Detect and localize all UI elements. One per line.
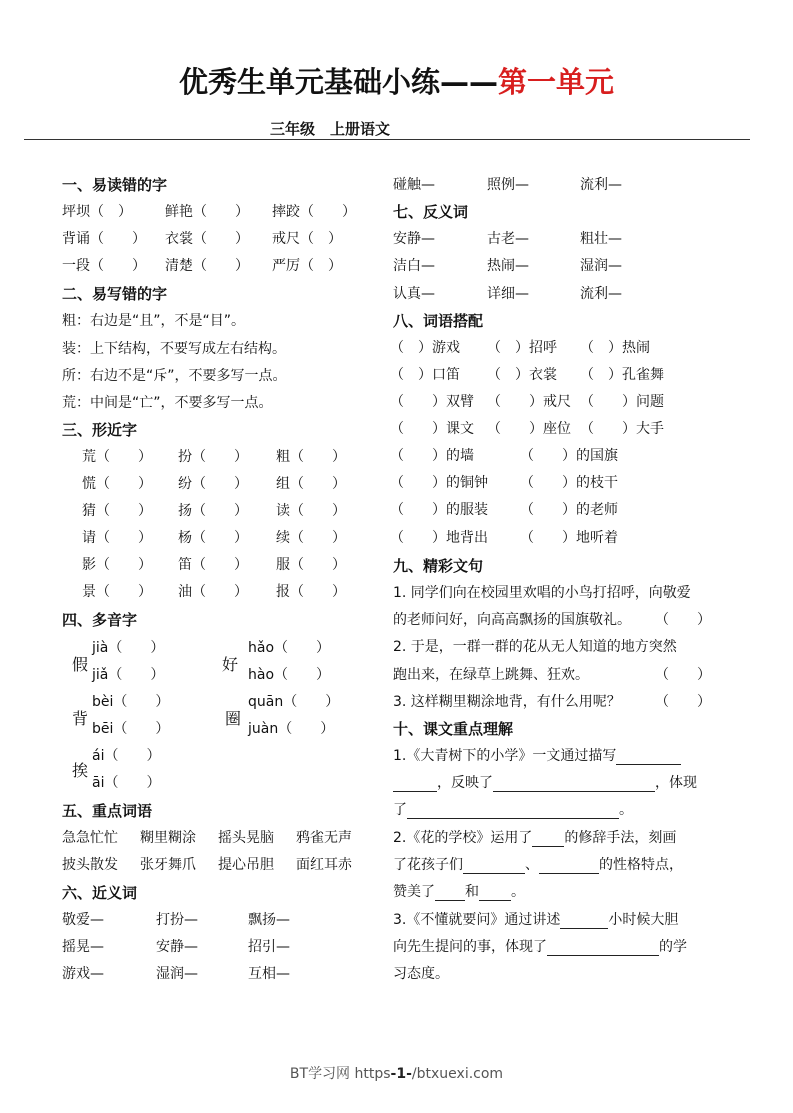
q3-text: 小时候大胆 xyxy=(608,912,679,928)
section-10-heading: 十、课文重点理解 xyxy=(393,720,514,738)
q2-text: 、 xyxy=(525,857,539,873)
s6-item: 打扮— xyxy=(156,912,198,928)
answer-blank[interactable] xyxy=(407,804,619,819)
polyphone-reading: ái（ ） xyxy=(92,748,161,764)
s6-item: 湿润— xyxy=(156,966,198,982)
s9-line: 1. 同学们向在校园里欢唱的小鸟打招呼，向敬爱 xyxy=(393,585,691,601)
s10-q2-line3 xyxy=(393,881,525,901)
s10-q3-line3: 习态度。 xyxy=(393,966,449,982)
polyphone-reading: jià（ ） xyxy=(92,640,165,656)
title-unit: 第一单元 xyxy=(498,65,615,99)
s6-item: 流利— xyxy=(580,177,622,193)
answer-blank[interactable] xyxy=(547,941,659,956)
s3-item: 杨（ ） xyxy=(178,530,248,546)
s8-item: （ ）衣裳 xyxy=(487,367,557,383)
s8-item: （ ）热闹 xyxy=(580,340,650,356)
s3-item: 油（ ） xyxy=(178,584,248,600)
section-7-heading: 七、反义词 xyxy=(393,203,469,221)
s6-item: 敬爱— xyxy=(62,912,104,928)
s7-item: 古老— xyxy=(487,231,529,247)
q1-text: 。 xyxy=(619,802,633,818)
section-6-heading: 六、近义词 xyxy=(62,884,138,902)
q1-text: 了 xyxy=(393,802,407,818)
s2-line: 粗：右边是“且”，不是“目”。 xyxy=(62,313,246,329)
q2-text: 的性格特点， xyxy=(599,857,683,873)
s8-item: （ ）课文 xyxy=(390,421,474,437)
page-subtitle: 三年级 上册语文 xyxy=(270,120,391,138)
s9-paren: （ ） xyxy=(655,694,711,710)
answer-blank[interactable] xyxy=(616,750,681,765)
s3-item: 荒（ ） xyxy=(82,449,152,465)
polyphone-reading: juàn（ ） xyxy=(248,721,335,737)
s7-item: 详细— xyxy=(487,286,529,302)
answer-blank[interactable] xyxy=(393,777,437,792)
s7-item: 安静— xyxy=(393,231,435,247)
s9-line: 的老师问好，向高高飘扬的国旗敬礼。 xyxy=(393,612,631,628)
page-number: -1- xyxy=(390,1066,412,1082)
s7-item: 流利— xyxy=(580,286,622,302)
s7-item: 认真— xyxy=(393,286,435,302)
polyphone-reading: quān（ ） xyxy=(248,694,340,710)
s5-word: 披头散发 xyxy=(62,857,118,873)
footer-domain: /btxuexi.com xyxy=(411,1066,504,1082)
s6-item: 互相— xyxy=(248,966,290,982)
s3-item: 组（ ） xyxy=(276,476,346,492)
s3-item: 影（ ） xyxy=(82,557,152,573)
section-4-heading: 四、多音字 xyxy=(62,611,138,629)
s8-item: （ ）问题 xyxy=(580,394,664,410)
header-rule xyxy=(24,139,750,140)
s3-item: 笛（ ） xyxy=(178,557,248,573)
s3-item: 扬（ ） xyxy=(178,503,248,519)
s3-item: 景（ ） xyxy=(82,584,152,600)
s5-word: 鸦雀无声 xyxy=(296,830,352,846)
q2-text: 2.《花的学校》运用了 xyxy=(393,830,533,846)
s6-item: 摇晃— xyxy=(62,939,104,955)
section-8-heading: 八、词语搭配 xyxy=(393,312,484,330)
answer-blank[interactable] xyxy=(493,777,655,792)
page-footer xyxy=(0,1063,793,1083)
s8-item: （ ）的铜钟 xyxy=(390,475,488,491)
polyphone-char: 好 xyxy=(222,655,239,674)
s6-item: 照例— xyxy=(487,177,529,193)
footer-site: BT学习网 https xyxy=(289,1066,391,1082)
s10-q1-line3 xyxy=(393,799,633,819)
page-title xyxy=(0,60,793,101)
s8-item: （ ）的枝干 xyxy=(520,475,618,491)
s10-q1-line2 xyxy=(393,772,697,792)
answer-blank[interactable] xyxy=(479,886,511,901)
s1-item: 严厉（ ） xyxy=(272,258,342,274)
s5-word: 摇头晃脑 xyxy=(218,830,274,846)
s8-item: （ ）的服装 xyxy=(390,502,488,518)
s3-item: 粗（ ） xyxy=(276,449,346,465)
s5-word: 急急忙忙 xyxy=(62,830,118,846)
q2-text: 的修辞手法，刻画 xyxy=(564,830,677,846)
s9-line: 2. 于是，一群一群的花从无人知道的地方突然 xyxy=(393,639,677,655)
s1-item: 戒尺（ ） xyxy=(272,231,342,247)
s3-item: 读（ ） xyxy=(276,503,346,519)
polyphone-char: 圈 xyxy=(225,709,242,728)
polyphone-reading: jiǎ（ ） xyxy=(92,667,165,683)
answer-blank[interactable] xyxy=(532,832,564,847)
s3-item: 报（ ） xyxy=(276,584,346,600)
s8-item: （ ）座位 xyxy=(487,421,571,437)
s9-line: 3. 这样糊里糊涂地背，有什么用呢？ xyxy=(393,694,621,710)
s10-q3-line2 xyxy=(393,936,687,956)
title-main: 优秀生单元基础小练—— xyxy=(178,65,498,99)
section-1-heading: 一、易读错的字 xyxy=(62,176,168,194)
s1-item: 坪坝（ ） xyxy=(62,204,132,220)
s8-item: （ ）的国旗 xyxy=(520,448,618,464)
s8-item: （ ）口笛 xyxy=(390,367,460,383)
s3-item: 续（ ） xyxy=(276,530,346,546)
section-3-heading: 三、形近字 xyxy=(62,421,138,439)
q3-text: 的学 xyxy=(659,939,687,955)
s8-item: （ ）地背出 xyxy=(390,530,488,546)
s5-word: 糊里糊涂 xyxy=(140,830,196,846)
s1-item: 一段（ ） xyxy=(62,258,146,274)
s3-item: 扮（ ） xyxy=(178,449,248,465)
s5-word: 提心吊胆 xyxy=(218,857,274,873)
section-9-heading: 九、精彩文句 xyxy=(393,557,484,575)
q2-text: 了花孩子们 xyxy=(393,857,463,873)
q1-text: ，反映了 xyxy=(437,775,493,791)
s3-item: 慌（ ） xyxy=(82,476,152,492)
s3-item: 服（ ） xyxy=(276,557,346,573)
s3-item: 请（ ） xyxy=(82,530,152,546)
s5-word: 张牙舞爪 xyxy=(140,857,196,873)
s10-q2-line2 xyxy=(393,854,683,874)
s6-item: 碰触— xyxy=(393,177,435,193)
s10-q3-line1 xyxy=(393,909,678,929)
s6-item: 游戏— xyxy=(62,966,104,982)
s2-line: 装：上下结构，不要写成左右结构。 xyxy=(62,341,286,357)
s6-item: 飘扬— xyxy=(248,912,290,928)
section-2-heading: 二、易写错的字 xyxy=(62,285,168,303)
s3-item: 纷（ ） xyxy=(178,476,248,492)
polyphone-char: 背 xyxy=(72,709,89,728)
s9-paren: （ ） xyxy=(655,612,711,628)
q1-text: ，体现 xyxy=(655,775,697,791)
polyphone-reading: bēi（ ） xyxy=(92,721,170,737)
q2-text: 和 xyxy=(465,884,479,900)
s7-item: 粗壮— xyxy=(580,231,622,247)
s2-line: 所：右边不是“斥”，不要多写一点。 xyxy=(62,368,287,384)
answer-blank[interactable] xyxy=(539,859,599,874)
s8-item: （ ）孔雀舞 xyxy=(580,367,664,383)
s8-item: （ ）的墙 xyxy=(390,448,474,464)
s1-item: 摔跤（ ） xyxy=(272,204,356,220)
s8-item: （ ）双臂 xyxy=(390,394,474,410)
polyphone-reading: hào（ ） xyxy=(248,667,331,683)
s9-line: 跑出来，在绿草上跳舞、狂欢。 xyxy=(393,667,589,683)
q3-text: 向先生提问的事，体现了 xyxy=(393,939,547,955)
s7-item: 热闹— xyxy=(487,258,529,274)
s1-item: 鲜艳（ ） xyxy=(165,204,249,220)
section-5-heading: 五、重点词语 xyxy=(62,802,153,820)
polyphone-reading: āi（ ） xyxy=(92,775,161,791)
s1-item: 清楚（ ） xyxy=(165,258,249,274)
s8-item: （ ）招呼 xyxy=(487,340,557,356)
q2-text: 。 xyxy=(511,884,525,900)
s8-item: （ ）地听着 xyxy=(520,530,618,546)
polyphone-reading: hǎo（ ） xyxy=(248,640,331,656)
q1-text: 1.《大青树下的小学》一文通过描写 xyxy=(393,748,617,764)
s8-item: （ ）大手 xyxy=(580,421,664,437)
s7-item: 湿润— xyxy=(580,258,622,274)
q2-text: 赞美了 xyxy=(393,884,435,900)
s8-item: （ ）游戏 xyxy=(390,340,460,356)
s6-item: 安静— xyxy=(156,939,198,955)
s10-q1-line1 xyxy=(393,745,681,765)
s7-item: 洁白— xyxy=(393,258,435,274)
s1-item: 背诵（ ） xyxy=(62,231,146,247)
q3-text: 3.《不懂就要问》通过讲述 xyxy=(393,912,561,928)
s6-item: 招引— xyxy=(248,939,290,955)
s10-q2-line1 xyxy=(393,827,676,847)
answer-blank[interactable] xyxy=(463,859,525,874)
s8-item: （ ）戒尺 xyxy=(487,394,571,410)
s9-paren: （ ） xyxy=(655,667,711,683)
s3-item: 猜（ ） xyxy=(82,503,152,519)
s2-line: 荒：中间是“亡”，不要多写一点。 xyxy=(62,395,273,411)
s8-item: （ ）的老师 xyxy=(520,502,618,518)
polyphone-reading: bèi（ ） xyxy=(92,694,170,710)
polyphone-char: 挨 xyxy=(72,761,89,780)
polyphone-char: 假 xyxy=(72,655,89,674)
s5-word: 面红耳赤 xyxy=(296,857,352,873)
answer-blank[interactable] xyxy=(435,886,465,901)
answer-blank[interactable] xyxy=(560,914,608,929)
s1-item: 衣裳（ ） xyxy=(165,231,249,247)
